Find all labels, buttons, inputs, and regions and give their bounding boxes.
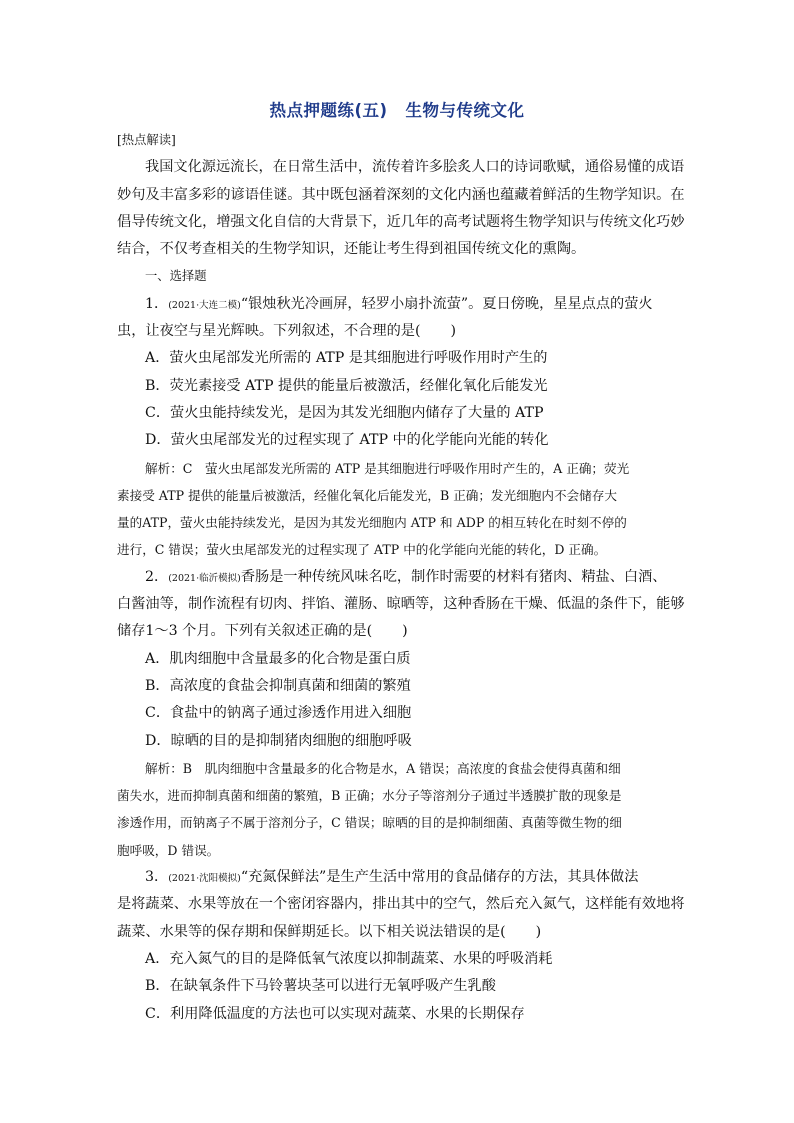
question-1-stem-cont: 虫，让夜空与星光辉映。下列叙述，不合理的是( )	[117, 323, 457, 340]
solution-line: 胞呼吸，D 错误。	[117, 842, 220, 858]
question-1-solution	[117, 455, 682, 564]
section-heading: 一、选择题	[145, 269, 207, 284]
intro-line: 我国文化源远流长，在日常生活中，流传着许多脍炙人口的诗词歌赋，通俗易懂的成语	[145, 159, 685, 176]
question-text: “银烛秋光冷画屏，轻罗小扇扑流萤”。夏日傍晚，星星点点的萤火	[240, 295, 653, 312]
solution-line: 素接受 ATP 提供的能量后被激活，经催化氧化后能发光，B 正确；发光细胞内不会储存大	[117, 487, 617, 503]
solution-line: 菌失水，进而抑制真菌和细菌的繁殖，B 正确；水分子等溶剂分子通过半透膜扩散的现象是	[117, 788, 622, 804]
question-2-solution	[117, 755, 682, 864]
option-d: D．晾晒的目的是抑制猪肉细胞的细胞呼吸	[145, 732, 412, 749]
question-3-stem	[117, 864, 682, 891]
question-2-stem	[117, 564, 682, 591]
solution-line: 渗透作用，而钠离子不属于溶剂分子，C 错误；晾晒的目的是抑制细菌、真菌等微生物的细	[117, 815, 622, 831]
question-2-stem-cont: 储存1～3 个月。下列有关叙述正确的是( )	[117, 623, 408, 640]
option-a: A．肌肉细胞中含量最多的化合物是蛋白质	[145, 650, 411, 667]
solution-line: 进行，C 错误；萤火虫尾部发光的过程实现了 ATP 中的化学能向光能的转化，D 正确。	[117, 542, 607, 558]
question-number: 2．	[145, 568, 169, 585]
intro-section	[117, 127, 685, 1028]
intro-heading: [热点解读]	[117, 133, 176, 147]
option-c: C．利用降低温度的方法也可以实现对蔬菜、水果的长期保存	[145, 1005, 525, 1022]
question-text: 香肠是一种传统风味名吃，制作时需要的材料有猪肉、精盐、白酒、	[240, 568, 667, 585]
question-source: (2021·大连二模)	[168, 299, 241, 311]
solution-line: 量的ATP，萤火虫能持续发光，是因为其发光细胞内 ATP 和 ADP 的相互转化在时刻不停的	[117, 515, 627, 531]
question-3-stem-cont: 蔬菜、水果等的保存期和保鲜期延长。以下相关说法错误的是( )	[117, 923, 542, 940]
question-1-stem	[117, 291, 682, 318]
option-b: B．高浓度的食盐会抑制真菌和细菌的繁殖	[145, 677, 411, 694]
option-c: C．萤火虫能持续发光，是因为其发光细胞内储存了大量的 ATP	[145, 404, 544, 421]
intro-line: 结合，不仅考查相关的生物学知识，还能让考生得到祖国传统文化的熏陶。	[117, 241, 586, 258]
question-3-stem-cont: 是将蔬菜、水果等放在一个密闭容器内，排出其中的空气，然后充入氮气，这样能有效地将	[117, 896, 685, 913]
option-a: A．萤火虫尾部发光所需的 ATP 是其细胞进行呼吸作用时产生的	[145, 350, 548, 367]
question-number: 3．	[145, 869, 169, 886]
question-text: “充氮保鲜法”是生产生活中常用的食品储存的方法，其具体做法	[240, 869, 639, 886]
solution-line: 解析：C 萤火虫尾部发光所需的 ATP 是其细胞进行呼吸作用时产生的，A 正确；荧光	[145, 460, 630, 476]
option-a: A．充入氮气的目的是降低氧气浓度以抑制蔬菜、水果的呼吸消耗	[145, 950, 553, 967]
intro-line: 倡导传统文化，增强文化自信的大背景下，近几年的高考试题将生物学知识与传统文化巧妙	[117, 213, 685, 230]
question-2-stem-cont: 白酱油等，制作流程有切肉、拌馅、灌肠、晾晒等，这种香肠在干燥、低温的条件下，能够	[117, 596, 685, 613]
question-source: (2021·临沂模拟)	[168, 572, 241, 584]
title-part1: 热点押题练(五)	[269, 101, 388, 120]
title-part2: 生物与传统文化	[405, 101, 525, 120]
option-b: B．在缺氧条件下马铃薯块茎可以进行无氧呼吸产生乳酸	[145, 978, 496, 995]
intro-line: 妙句及丰富多彩的谚语佳谜。其中既包涵着深刻的文化内涵也蕴藏着鲜活的生物学知识。在	[117, 186, 685, 203]
question-number: 1．	[145, 295, 169, 312]
solution-line: 解析：B 肌肉细胞中含量最多的化合物是水，A 错误；高浓度的食盐会使得真菌和细	[145, 760, 621, 776]
option-b: B．荧光素接受 ATP 提供的能量后被激活，经催化氧化后能发光	[145, 377, 548, 394]
option-d: D．萤火虫尾部发光的过程实现了 ATP 中的化学能向光能的转化	[145, 432, 549, 449]
option-c: C．食盐中的钠离子通过渗透作用进入细胞	[145, 705, 412, 722]
question-source: (2021·沈阳模拟)	[168, 873, 241, 885]
page-title	[0, 97, 794, 121]
